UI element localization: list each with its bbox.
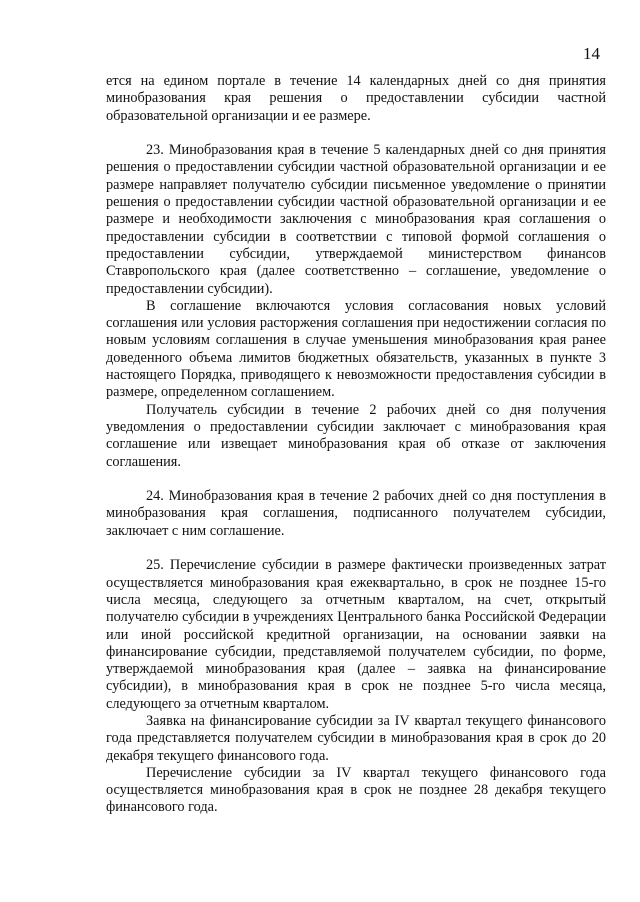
- paragraph-clause-24: 24. Минобразования края в течение 2 рабочих дней со дня поступления в минобразования края соглашения, подписанного получателем субсидии, заключает с ним соглашение.: [106, 488, 606, 539]
- paragraph-clause-25: 25. Перечисление субсидии в размере фактически произведенных затрат осуществляется минобразования края ежеквартально, в срок не позднее 15-го числа месяца, следующего за отчетным кварталом, на счет, открытый получателю субсидии в учреждениях Центрального банка Российской Федерации или иной российской кредитной организации, на основании заявки на финансирование субсидии, представляемой получателем субсидии, по форме, утверждаемой минобразования края (далее – заявка на финансирование субсидии), в минобразования края в срок не позднее 5-го числа месяца, следующего за отчетным кварталом.: [106, 557, 606, 712]
- paragraph-continuation: ется на едином портале в течение 14 календарных дней со дня принятия минобразования края решения о предоставлении субсидии частной образовательной организации и ее размере.: [106, 73, 606, 124]
- paragraph-clause-23: 23. Минобразования края в течение 5 календарных дней со дня принятия решения о предоставлении субсидии частной образовательной организации и ее размере направляет получателю субсидии письменное уведомление о принятии решения о предоставлении субсидии частной образовательной организации и ее размере и необходимости заключения с минобразования края соглашения о предоставлении субсидии в соответствии с типовой формой соглашения о предоставлении субсидии, утверждаемой министерством финансов Ставропольского края (далее соответственно – соглашение, уведомление о предоставлении субсидии).: [106, 142, 606, 297]
- paragraph-q4-application: Заявка на финансирование субсидии за IV квартал текущего финансового года представляется получателем субсидии в минобразования края в срок до 20 декабря текущего финансового года.: [106, 712, 606, 764]
- document-body: [106, 73, 606, 817]
- paragraph-agreement-terms: В соглашение включаются условия согласования новых условий соглашения или условия расторжения соглашения при недостижении согласия по новым условиям соглашения в случае уменьшения минобразования края ранее доведенного объема лимитов бюджетных обязательств, указанных в пункте 3 настоящего Порядка, приводящего к невозможности предоставления субсидии в размере, определенном соглашением.: [106, 297, 606, 401]
- paragraph-recipient-response: Получатель субсидии в течение 2 рабочих дней со дня получения уведомления о предоставлении субсидии заключает с минобразования края соглашение или извещает минобразования края об отказе от заключения соглашения.: [106, 401, 606, 470]
- paragraph-q4-transfer: Перечисление субсидии за IV квартал текущего финансового года осуществляется минобразования края в срок не позднее 28 декабря текущего финансового года.: [106, 764, 606, 816]
- page-number: 14: [583, 44, 600, 63]
